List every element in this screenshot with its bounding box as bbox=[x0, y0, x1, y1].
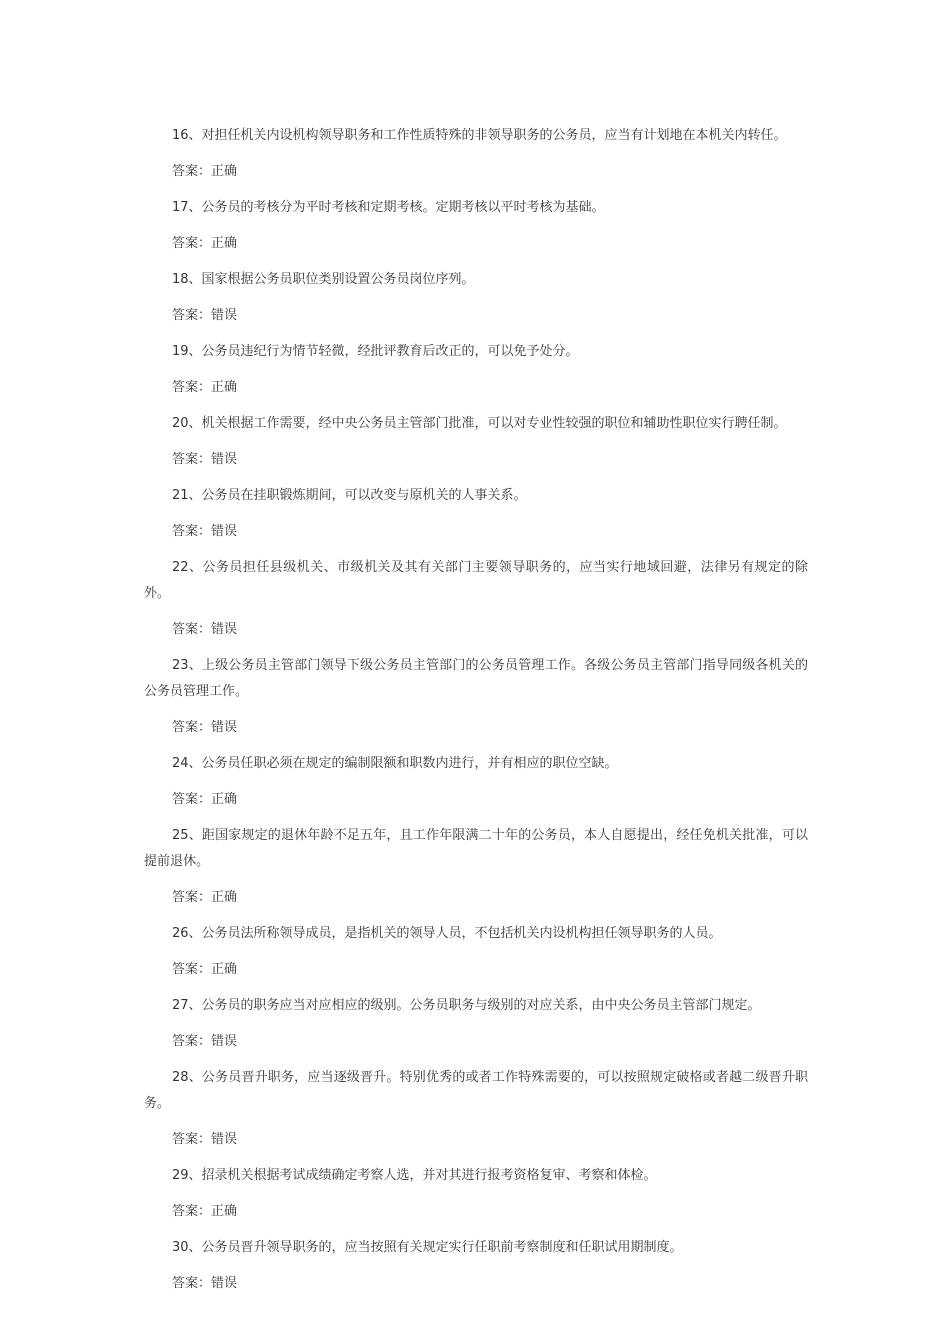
answer-text: 答案：错误 bbox=[172, 622, 238, 637]
answer-text: 答案：正确 bbox=[172, 1204, 238, 1219]
answer-text: 答案：错误 bbox=[172, 452, 238, 467]
question-text: 27、公务员的职务应当对应相应的级别。公务员职务与级别的对应关系，由中央公务员主管部门规定。 bbox=[172, 998, 761, 1013]
question-text: 20、机关根据工作需要，经中央公务员主管部门批准，可以对专业性较强的职位和辅助性职位实行聘任制。 bbox=[172, 416, 787, 431]
answer-text: 答案：正确 bbox=[172, 792, 238, 807]
answer-text: 答案：错误 bbox=[172, 524, 238, 539]
question-text: 21、公务员在挂职锻炼期间，可以改变与原机关的人事关系。 bbox=[172, 488, 527, 503]
answer-text: 答案：正确 bbox=[172, 962, 238, 977]
question-item-17 bbox=[144, 195, 808, 257]
question-item-23 bbox=[144, 653, 808, 741]
answer-text: 答案：正确 bbox=[172, 890, 238, 905]
answer-text: 答案：错误 bbox=[172, 1132, 238, 1147]
answer-text: 答案：错误 bbox=[172, 1276, 238, 1291]
question-item-25 bbox=[144, 823, 808, 911]
question-item-27 bbox=[144, 993, 808, 1055]
question-text: 28、公务员晋升职务，应当逐级晋升。特别优秀的或者工作特殊需要的，可以按照规定破格或者越二级晋升职务。 bbox=[144, 1070, 808, 1111]
question-text: 25、距国家规定的退休年龄不足五年，且工作年限满二十年的公务员，本人自愿提出，经任免机关批准，可以提前退休。 bbox=[144, 828, 808, 869]
question-text: 22、公务员担任县级机关、市级机关及其有关部门主要领导职务的，应当实行地域回避，法律另有规定的除外。 bbox=[144, 560, 808, 601]
question-text: 26、公务员法所称领导成员，是指机关的领导人员，不包括机关内设机构担任领导职务的人员。 bbox=[172, 926, 722, 941]
question-text: 18、国家根据公务员职位类别设置公务员岗位序列。 bbox=[172, 272, 475, 287]
question-item-28 bbox=[144, 1065, 808, 1153]
answer-text: 答案：错误 bbox=[172, 720, 238, 735]
question-text: 19、公务员违纪行为情节轻微，经批评教育后改正的，可以免予处分。 bbox=[172, 344, 579, 359]
question-item-29 bbox=[144, 1163, 808, 1225]
answer-text: 答案：正确 bbox=[172, 164, 238, 179]
question-item-30 bbox=[144, 1235, 808, 1297]
question-item-20 bbox=[144, 411, 808, 473]
answer-text: 答案：错误 bbox=[172, 1034, 238, 1049]
question-item-16 bbox=[144, 123, 808, 185]
question-text: 23、上级公务员主管部门领导下级公务员主管部门的公务员管理工作。各级公务员主管部门指导同级各机关的公务员管理工作。 bbox=[144, 658, 808, 699]
question-item-24 bbox=[144, 751, 808, 813]
question-item-26 bbox=[144, 921, 808, 983]
answer-text: 答案：正确 bbox=[172, 380, 238, 395]
question-text: 29、招录机关根据考试成绩确定考察人选，并对其进行报考资格复审、考察和体检。 bbox=[172, 1168, 657, 1183]
question-item-21 bbox=[144, 483, 808, 545]
question-item-19 bbox=[144, 339, 808, 401]
question-text: 24、公务员任职必须在规定的编制限额和职数内进行，并有相应的职位空缺。 bbox=[172, 756, 618, 771]
document-body bbox=[144, 123, 808, 1307]
question-text: 30、公务员晋升领导职务的，应当按照有关规定实行任职前考察制度和任职试用期制度。 bbox=[172, 1240, 683, 1255]
question-item-22 bbox=[144, 555, 808, 643]
question-text: 16、对担任机关内设机构领导职务和工作性质特殊的非领导职务的公务员，应当有计划地在本机关内转任。 bbox=[172, 128, 787, 143]
answer-text: 答案：正确 bbox=[172, 236, 238, 251]
question-text: 17、公务员的考核分为平时考核和定期考核。定期考核以平时考核为基础。 bbox=[172, 200, 605, 215]
answer-text: 答案：错误 bbox=[172, 308, 238, 323]
question-item-18 bbox=[144, 267, 808, 329]
